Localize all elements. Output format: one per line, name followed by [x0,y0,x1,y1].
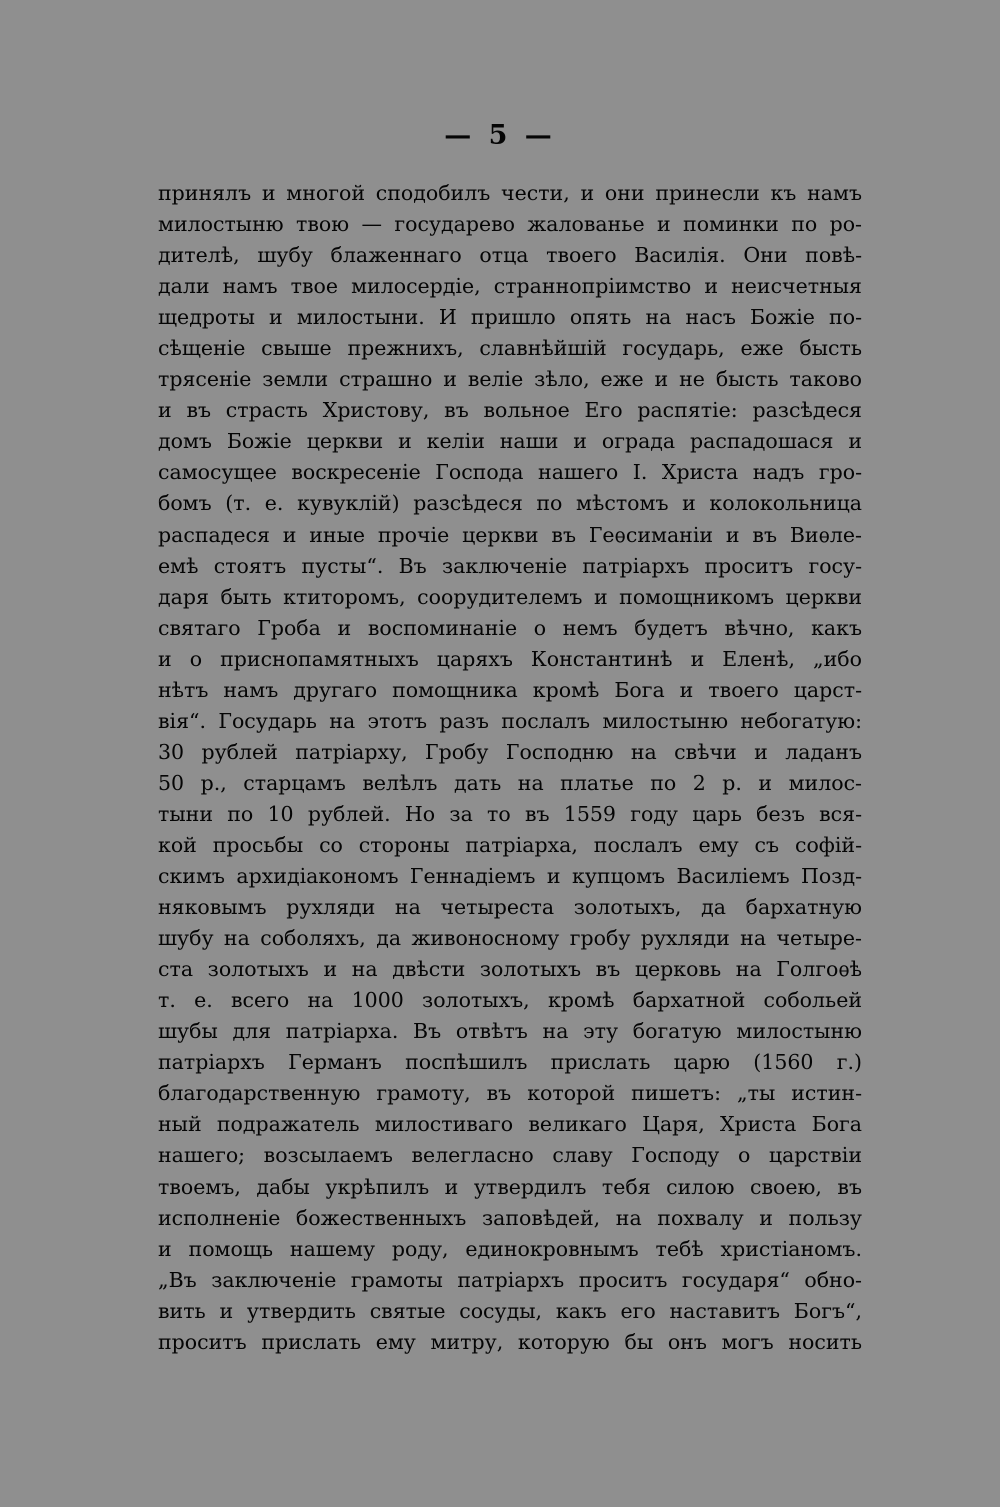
text-line: шубы для патріарха. Въ отвѣтъ на эту богатую милостыню [158,1019,862,1044]
text-line: 30 рублей патріарху, Гробу Господню на свѣчи и ладанъ [158,739,862,764]
text-line: патріархъ Германъ поспѣшилъ прислать царю (1560 г.) [158,1050,862,1075]
text-line: дали намъ твое милосердіе, страннопріимство и неисчетныя [158,274,862,299]
text-line: бомъ (т. е. кувуклій) разсѣдеся по мѣстомъ и колокольница [158,491,862,516]
text-line: ста золотыхъ и на двѣсти золотыхъ въ церковь на Голгоѳѣ [158,957,862,982]
text-line: няковымъ рухляди на четыреста золотыхъ, да бархатную [158,895,862,920]
text-line: кой просьбы со стороны патріарха, послалъ ему съ софій- [158,832,862,857]
text-line: сѣщеніе свыше прежнихъ, славнѣйшій государь, еже бысть [158,336,862,361]
body-text [158,178,862,1358]
text-line: 50 р., старцамъ велѣлъ дать на платье по 2 р. и милос- [158,770,862,795]
text-line: исполненіе божественныхъ заповѣдей, на похвалу и пользу [158,1205,862,1230]
text-line: дителѣ, шубу блаженнаго отца твоего Василія. Они повѣ- [158,243,862,268]
text-line: и помощь нашему роду, единокровнымъ тебѣ христіаномъ. [158,1236,862,1261]
text-line: емѣ стоятъ пусты“. Въ заключеніе патріархъ проситъ госу- [158,553,862,578]
text-line: самосущее воскресеніе Господа нашего І. Христа надъ гро- [158,460,862,485]
text-line: т. е. всего на 1000 золотыхъ, кромѣ бархатной собольей [158,988,862,1013]
text-line: тыни по 10 рублей. Но за то въ 1559 году царь безъ вся- [158,801,862,826]
text-line: ный подражатель милостиваго великаго Царя, Христа Бога [158,1112,862,1137]
text-line: вить и утвердить святые сосуды, какъ его наставитъ Богъ“, [158,1298,862,1323]
text-line: принялъ и многой сподобилъ чести, и они принесли къ намъ [158,181,862,205]
text-line: трясеніе земли страшно и веліе зѣло, еже и не бысть таково [158,367,862,392]
text-line: домъ Божіе церкви и келіи наши и ограда распадошася и [158,429,862,454]
text-line: щедроты и милостыни. И пришло опять на насъ Божіе по- [158,305,862,330]
text-line: распадеся и иные прочіе церкви въ Геѳсиманіи и въ Виѳле- [158,522,862,547]
text-line: даря быть ктиторомъ, соорудителемъ и помощникомъ церкви [158,584,862,609]
text-line: милостыню твою — государево жалованье и поминки по ро- [158,212,862,237]
text-line: проситъ прислать ему митру, которую бы онъ могъ носить [158,1329,862,1354]
text-line: и въ страсть Христову, въ вольное Его распятіе: разсѣдеся [158,398,862,423]
text-line: „Въ заключеніе грамоты патріархъ проситъ государя“ обно- [158,1267,862,1292]
text-line: и о приснопамятныхъ царяхъ Константинѣ и Еленѣ, „ибо [158,646,862,671]
text-line: благодарственную грамоту, въ которой пишетъ: „ты истин- [158,1081,862,1106]
text-line: твоемъ, дабы укрѣпилъ и утвердилъ тебя силою своею, въ [158,1174,862,1199]
text-line: шубу на соболяхъ, да живоносному гробу рухляди на четыре- [158,926,862,951]
text-line: вія“. Государь на этотъ разъ послалъ милостыню небогатую: [158,708,862,733]
text-line: святаго Гроба и воспоминаніе о немъ будетъ вѣчно, какъ [158,615,862,640]
page-number: — 5 — [444,120,556,151]
text-line: нашего; возсылаемъ велегласно славу Господу о царствіи [158,1143,862,1168]
text-line: скимъ архидіакономъ Геннадіемъ и купцомъ Василіемъ Позд- [158,864,862,889]
text-line: нѣтъ намъ другаго помощника кромѣ Бога и твоего царст- [158,677,862,702]
